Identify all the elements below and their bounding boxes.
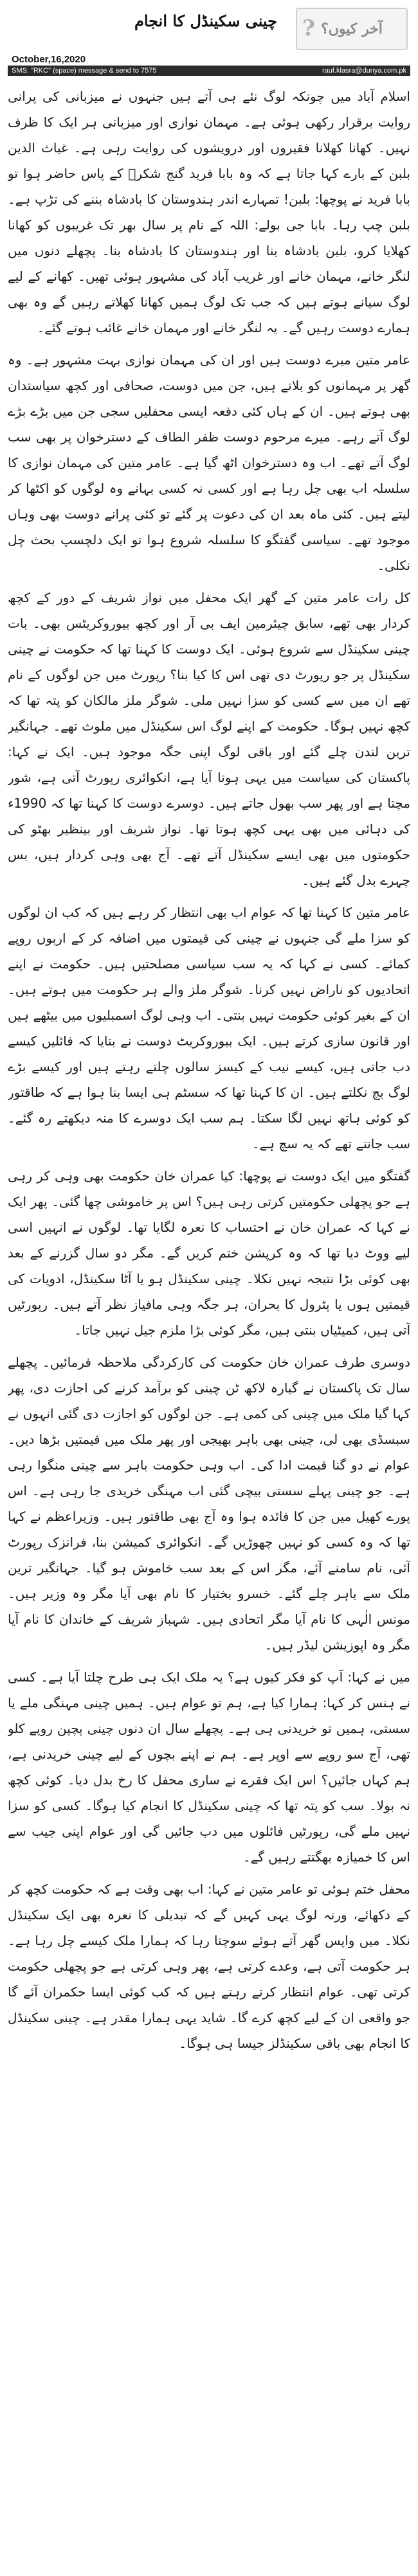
column-headline: چینی سکینڈل کا انجام: [134, 12, 278, 30]
column-date: October,16,2020: [12, 54, 86, 65]
contact-bar: [8, 66, 410, 76]
article-paragraph: اسلام آباد میں چونکہ لوگ نئے ہی آتے ہیں جنہوں نے میزبانی کی پرانی روایت برقرار رکھی ہوئی ہے۔ مہمان نوازی اور میزبانی ہر ایک کا ظرف نہیں۔ کھانا کھلانا فقیروں اور درویشوں کی روایت رہی ہے۔ غیاث الدین بلبن کے بارے کہا جاتا ہے کہ وہ بابا فرید گنج شکرؒ کے پاس حاضر ہوا تو بابا فرید نے پوچھا: بلبن! تمہارے اندر ہندوستان کا بادشاہ بننے کی تڑپ ہے۔ بلبن چپ رہا۔ بابا جی بولے: اللہ کے نام پر سال بھر تک غریبوں کو کھانا کھلایا کرو، بلبن بادشاہ بنا اور ہندوستان کا بادشاہ بنا۔ پچھلے دنوں میں لنگر خانے، مہمان خانے اور غریب آباد کی مشہور ہوئی تھیں۔ کھانے کے لیے لوگ سیانے ہوتے ہیں کہ جب تک لوگ ہمیں کھانا کھلاتے رہیں گے وہ بھی ہمارے دوست رہیں گے۔ یہ لنگر خانے اور مہمان خانے غائب ہوتے گئے۔: [8, 89, 410, 335]
article-paragraph: میں نے کہا: آپ کو فکر کیوں ہے؟ یہ ملک ایک ہی طرح چلتا آیا ہے۔ کسی نے ہنس کر کہا: ہمارا کیا ہے، ہم تو عوام ہیں۔ ہمیں چینی مہنگی ملے یا سستی، ہمیں تو خریدنی ہی ہے۔ پچھلے سال ان دنوں چینی پچپن روپے کلو تھی، آج سو روپے سے اوپر ہے۔ ہم نے اپنے بچوں کے لیے چینی خریدنی ہے، ہم کہاں جائیں؟ اس ایک فقرے نے ساری محفل کا رخ بدل دیا۔ کوئی کچھ نہ بولا۔ سب کو پتہ تھا کہ چینی سکینڈل کا انجام کیا ہوگا۔ کسی کو سزا نہیں ملے گی، رپورٹیں فائلوں میں دب جائیں گی اور عوام اپنی جیب سے اس کا خمیازہ بھگتتے رہیں گے۔: [8, 1669, 410, 1865]
question-mark-icon: ?: [302, 15, 315, 41]
article-paragraph: محفل ختم ہوئی تو عامر متین نے کہا: اب بھی وقت ہے کہ حکومت کچھ کر کے دکھائے، ورنہ لوگ یہی کہیں گے کہ تبدیلی کا نعرہ بھی ایک سکینڈل نکلا۔ میں واپس گھر آتے ہوئے سوچتا رہا کہ ہمارا ملک کیسے چل رہا ہے۔ ہر حکومت آتی ہے، وعدے کرتی ہے، پھر وہی کرتی ہے جو پچھلی حکومت کرتی تھی۔ عوام انتظار کرتے رہتے ہیں کہ کب کوئی ایسا حکمران آئے گا جو واقعی ان کے لیے کچھ کرے گا۔ شاید یہی ہمارا مقدر ہے۔ چینی سکینڈل کا انجام بھی باقی سکینڈلز جیسا ہی ہوگا۔: [8, 1881, 410, 2051]
sms-instructions: SMS: "RKC" (space) message & send to 7575: [12, 67, 157, 75]
author-email[interactable]: rauf.klasra@dunya.com.pk: [322, 67, 406, 75]
article-body: [8, 84, 410, 2564]
column-logo-text: آخر کیوں؟: [321, 21, 383, 37]
article-paragraph: کل رات عامر متین کے گھر ایک محفل میں نواز شریف کے دور کے کچھ کردار بھی تھے، سابق چیئرمین ایف بی آر اور کچھ بیوروکریٹس بھی۔ بات چینی سکینڈل سے شروع ہوئی۔ ایک دوست کا کہنا تھا کہ حکومت نے چینی سکینڈل پر جو رپورٹ دی تھی اس کا کیا بنا؟ رپورٹ میں جن لوگوں کے نام تھے ان میں سے کسی کو سزا نہیں ملی۔ شوگر ملز مالکان کو پتہ تھا کہ کچھ نہیں ہوگا۔ حکومت کے اپنے لوگ اس سکینڈل میں ملوث تھے۔ جہانگیر ترین لندن چلے گئے اور باقی لوگ اپنی جگہ موجود ہیں۔ ایک نے کہا: پاکستان کی سیاست میں یہی ہوتا آیا ہے، انکوائری رپورٹ آتی ہے، شور مچتا ہے اور پھر سب بھول جاتے ہیں۔ دوسرے دوست کا کہنا تھا کہ 1990ء کی دہائی میں بھی یہی کچھ ہوتا تھا۔ نواز شریف اور بینظیر بھٹو کی حکومتوں میں بھی ایسے سکینڈل آتے تھے۔ آج بھی وہی کردار ہیں، بس چہرے بدل گئے ہیں۔: [8, 590, 410, 888]
article-paragraph: عامر متین کا کہنا تھا کہ عوام اب بھی انتظار کر رہے ہیں کہ کب ان لوگوں کو سزا ملے گی جنہوں نے چینی کی قیمتوں میں اضافہ کر کے اربوں روپے کمائے۔ کسی نے کہا کہ یہ سب سیاسی مصلحتیں ہیں۔ حکومت نے اپنے اتحادیوں کو ناراض نہیں کرنا۔ شوگر ملز والے ہر حکومت میں ہوتے ہیں۔ ان کے بغیر کوئی حکومت نہیں بنتی۔ اب وہی لوگ اسمبلیوں میں بیٹھے ہیں اور قانون سازی کرتے ہیں۔ ایک بیوروکریٹ دوست نے بتایا کہ فائلیں کیسے دب جاتی ہیں، کیسے نیب کے کیسز سالوں چلتے رہتے ہیں اور کیسے بڑے لوگ بچ نکلتے ہیں۔ ان کا کہنا تھا کہ سسٹم ہی ایسا بنا ہوا ہے کہ طاقتور کو کوئی ہاتھ نہیں لگا سکتا۔ ہم سب ایک دوسرے کا منہ دیکھتے رہ گئے۔ سب جانتے تھے کہ یہ سچ ہے۔: [8, 905, 410, 1151]
column-logo: [296, 8, 408, 50]
column-header: [0, 0, 418, 74]
article-paragraph: دوسری طرف عمران خان حکومت کی کارکردگی ملاحظہ فرمائیں۔ پچھلے سال تک پاکستان نے گیارہ لاکھ ٹن چینی کو برآمد کرنے کی اجازت دی، پھر کہا گیا ملک میں چینی کی کمی ہے۔ جن لوگوں کو اجازت دی گئی انہوں نے سبسڈی بھی لی، چینی بھی باہر بھیجی اور پھر ملک میں قیمتیں بڑھا دیں۔ عوام نے دو گنا قیمت ادا کی۔ اب وہی حکومت باہر سے چینی منگوا رہی ہے۔ جو چینی پہلے سستی بیچی گئی اب مہنگی خریدی جا رہی ہے۔ اس پورے کھیل میں جن کا فائدہ ہوا وہ آج بھی طاقتور ہیں۔ وزیراعظم نے کہا تھا کہ وہ کسی کو نہیں چھوڑیں گے۔ انکوائری کمیشن بنا، فرانزک رپورٹ آئی، نام سامنے آئے، مگر اس کے بعد سب خاموش ہو گیا۔ جہانگیر ترین ملک سے باہر چلے گئے۔ خسرو بختیار کا نام بھی آیا مگر وہ وزیر ہیں۔ مونس الٰہی کا نام آیا مگر اتحادی ہیں۔ شہباز شریف کے خاندان کا نام آیا مگر وہ اپوزیشن لیڈر ہیں۔: [8, 1355, 410, 1653]
article-paragraph: گفتگو میں ایک دوست نے پوچھا: کیا عمران خان حکومت بھی وہی کر رہی ہے جو پچھلی حکومتیں کرتی رہی ہیں؟ اس پر خاموشی چھا گئی۔ پھر ایک نے کہا کہ عمران خان نے احتساب کا نعرہ لگایا تھا۔ لوگوں نے انہیں اسی لیے ووٹ دیا تھا کہ وہ کرپشن ختم کریں گے۔ مگر دو سال گزرنے کے بعد بھی کوئی بڑا نتیجہ نہیں نکلا۔ چینی سکینڈل ہو یا آٹا سکینڈل، ادویات کی قیمتیں ہوں یا پٹرول کا بحران، ہر جگہ وہی مافیاز نظر آتے ہیں۔ رپورٹیں آتی ہیں، کمیٹیاں بنتی ہیں، مگر کوئی بڑا ملزم جیل نہیں جاتا۔: [8, 1168, 410, 1338]
article-paragraph: عامر متین میرے دوست ہیں اور ان کی مہمان نوازی بہت مشہور ہے۔ وہ گھر پر مہمانوں کو بلاتے ہیں، جن میں دوست، صحافی اور کچھ سیاستدان بھی ہوتے ہیں۔ ان کے ہاں کئی دفعہ ایسی محفلیں سجی جن میں بڑے بڑے لوگ آتے رہے۔ میرے مرحوم دوست ظفر الطاف کے دسترخوان پر بھی سب لوگ آتے تھے۔ اب وہ دسترخوان اٹھ گیا ہے۔ عامر متین کی مہمان نوازی کا سلسلہ اب بھی چل رہا ہے اور کسی نہ کسی بہانے وہ لوگوں کو اکٹھا کر لیتے ہیں۔ کئی ماہ بعد ان کی دعوت پر گئے تو کئی پرانے دوست بھی وہاں موجود تھے۔ سیاسی گفتگو کا سلسلہ شروع ہوا تو ایک دلچسپ بحث چل نکلی۔: [8, 352, 410, 573]
